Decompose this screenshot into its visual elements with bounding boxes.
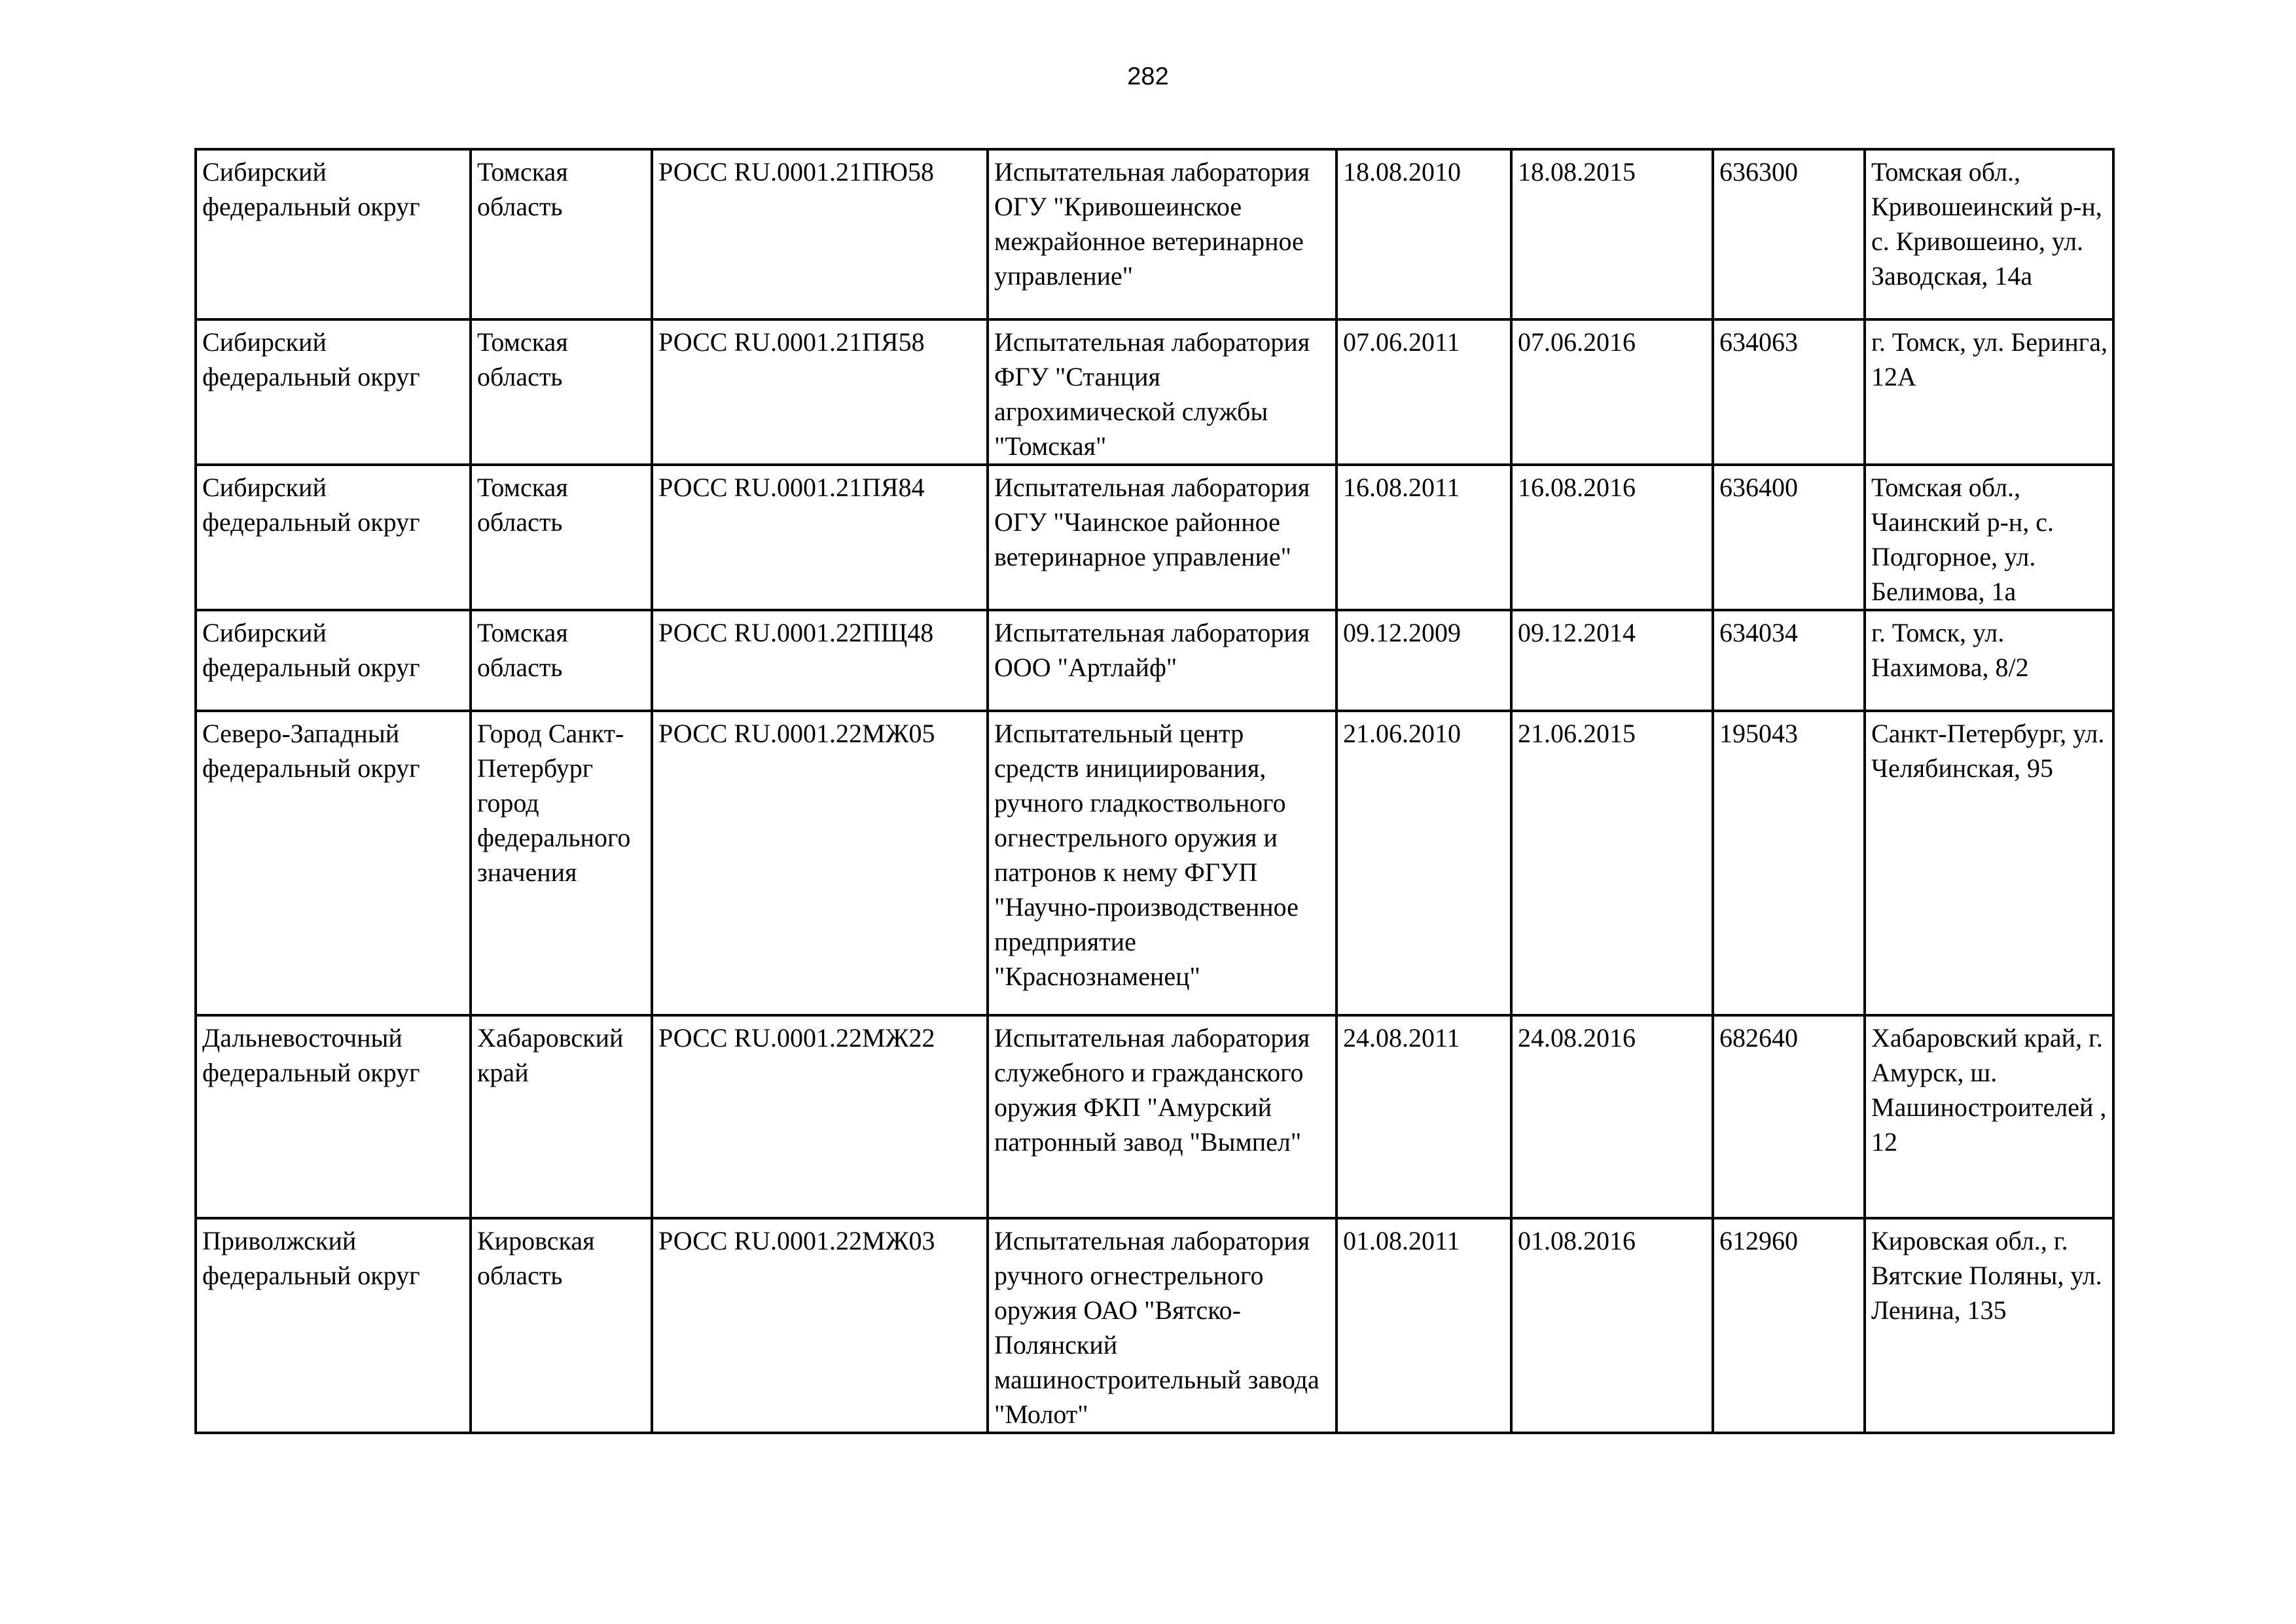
cell-address: Томская обл., Чаинский р-н, с. Подгорное, ул. Белимова, 1а — [1865, 465, 2113, 610]
cell-code: РОСС RU.0001.21ПЯ58 — [652, 319, 988, 465]
cell-name: Испытательная лаборатория ФГУ "Станция агрохимической службы "Томская" — [988, 319, 1336, 465]
cell-date-to: 18.08.2015 — [1511, 149, 1713, 319]
cell-code: РОСС RU.0001.22МЖ05 — [652, 711, 988, 1015]
table-row — [196, 319, 2113, 465]
cell-address: Кировская обл., г. Вятские Поляны, ул. Ленина, 135 — [1865, 1218, 2113, 1433]
cell-code: РОСС RU.0001.22ПЩ48 — [652, 610, 988, 711]
cell-address: Санкт-Петербург, ул. Челябинская, 95 — [1865, 711, 2113, 1015]
cell-district: Дальневосточный федеральный округ — [196, 1015, 471, 1218]
cell-district: Северо-Западный федеральный округ — [196, 711, 471, 1015]
cell-district: Приволжский федеральный округ — [196, 1218, 471, 1433]
table-row — [196, 711, 2113, 1015]
cell-index: 195043 — [1713, 711, 1865, 1015]
cell-index: 612960 — [1713, 1218, 1865, 1433]
accreditation-table — [194, 148, 2115, 1434]
cell-date-to: 09.12.2014 — [1511, 610, 1713, 711]
cell-region: Томская область — [471, 610, 652, 711]
cell-date-to: 16.08.2016 — [1511, 465, 1713, 610]
cell-region: Томская область — [471, 465, 652, 610]
cell-date-to: 07.06.2016 — [1511, 319, 1713, 465]
cell-code: РОСС RU.0001.21ПЯ84 — [652, 465, 988, 610]
table-body — [196, 149, 2113, 1433]
cell-date-to: 21.06.2015 — [1511, 711, 1713, 1015]
table-row — [196, 149, 2113, 319]
cell-region: Кировская область — [471, 1218, 652, 1433]
cell-name: Испытательная лаборатория ручного огнестрельного оружия ОАО "Вятско-Полянский машиностроительный завода "Молот" — [988, 1218, 1336, 1433]
cell-date-to: 24.08.2016 — [1511, 1015, 1713, 1218]
table-row — [196, 465, 2113, 610]
cell-address: г. Томск, ул. Беринга, 12А — [1865, 319, 2113, 465]
cell-code: РОСС RU.0001.22МЖ03 — [652, 1218, 988, 1433]
cell-region: Город Санкт-Петербург город федерального значения — [471, 711, 652, 1015]
cell-district: Сибирский федеральный округ — [196, 149, 471, 319]
cell-region: Томская область — [471, 319, 652, 465]
cell-date-from: 16.08.2011 — [1336, 465, 1511, 610]
table-row — [196, 1015, 2113, 1218]
cell-address: г. Томск, ул. Нахимова, 8/2 — [1865, 610, 2113, 711]
cell-district: Сибирский федеральный округ — [196, 319, 471, 465]
page-number: 282 — [1127, 63, 1169, 90]
cell-index: 682640 — [1713, 1015, 1865, 1218]
cell-name: Испытательная лаборатория ОГУ "Чаинское районное ветеринарное управление" — [988, 465, 1336, 610]
cell-region: Томская область — [471, 149, 652, 319]
table-row — [196, 610, 2113, 711]
cell-name: Испытательная лаборатория служебного и гражданского оружия ФКП "Амурский патронный завод "Вымпел" — [988, 1015, 1336, 1218]
cell-date-from: 09.12.2009 — [1336, 610, 1511, 711]
cell-name: Испытательный центр средств инициирования, ручного гладкоствольного огнестрельного оружия и патронов к нему ФГУП "Научно-производственное предприятие "Краснознаменец" — [988, 711, 1336, 1015]
cell-address: Томская обл., Кривошеинский р-н, с. Кривошеино, ул. Заводская, 14а — [1865, 149, 2113, 319]
cell-index: 636400 — [1713, 465, 1865, 610]
cell-district: Сибирский федеральный округ — [196, 610, 471, 711]
cell-name: Испытательная лаборатория ОГУ "Кривошеинское межрайонное ветеринарное управление" — [988, 149, 1336, 319]
cell-region: Хабаровский край — [471, 1015, 652, 1218]
cell-code: РОСС RU.0001.22МЖ22 — [652, 1015, 988, 1218]
cell-date-from: 01.08.2011 — [1336, 1218, 1511, 1433]
cell-name: Испытательная лаборатория ООО "Артлайф" — [988, 610, 1336, 711]
table-row — [196, 1218, 2113, 1433]
cell-date-from: 24.08.2011 — [1336, 1015, 1511, 1218]
cell-date-to: 01.08.2016 — [1511, 1218, 1713, 1433]
cell-address: Хабаровский край, г. Амурск, ш. Машиностроителей , 12 — [1865, 1015, 2113, 1218]
cell-index: 636300 — [1713, 149, 1865, 319]
cell-code: РОСС RU.0001.21ПЮ58 — [652, 149, 988, 319]
cell-date-from: 18.08.2010 — [1336, 149, 1511, 319]
cell-index: 634063 — [1713, 319, 1865, 465]
cell-district: Сибирский федеральный округ — [196, 465, 471, 610]
cell-index: 634034 — [1713, 610, 1865, 711]
cell-date-from: 21.06.2010 — [1336, 711, 1511, 1015]
cell-date-from: 07.06.2011 — [1336, 319, 1511, 465]
